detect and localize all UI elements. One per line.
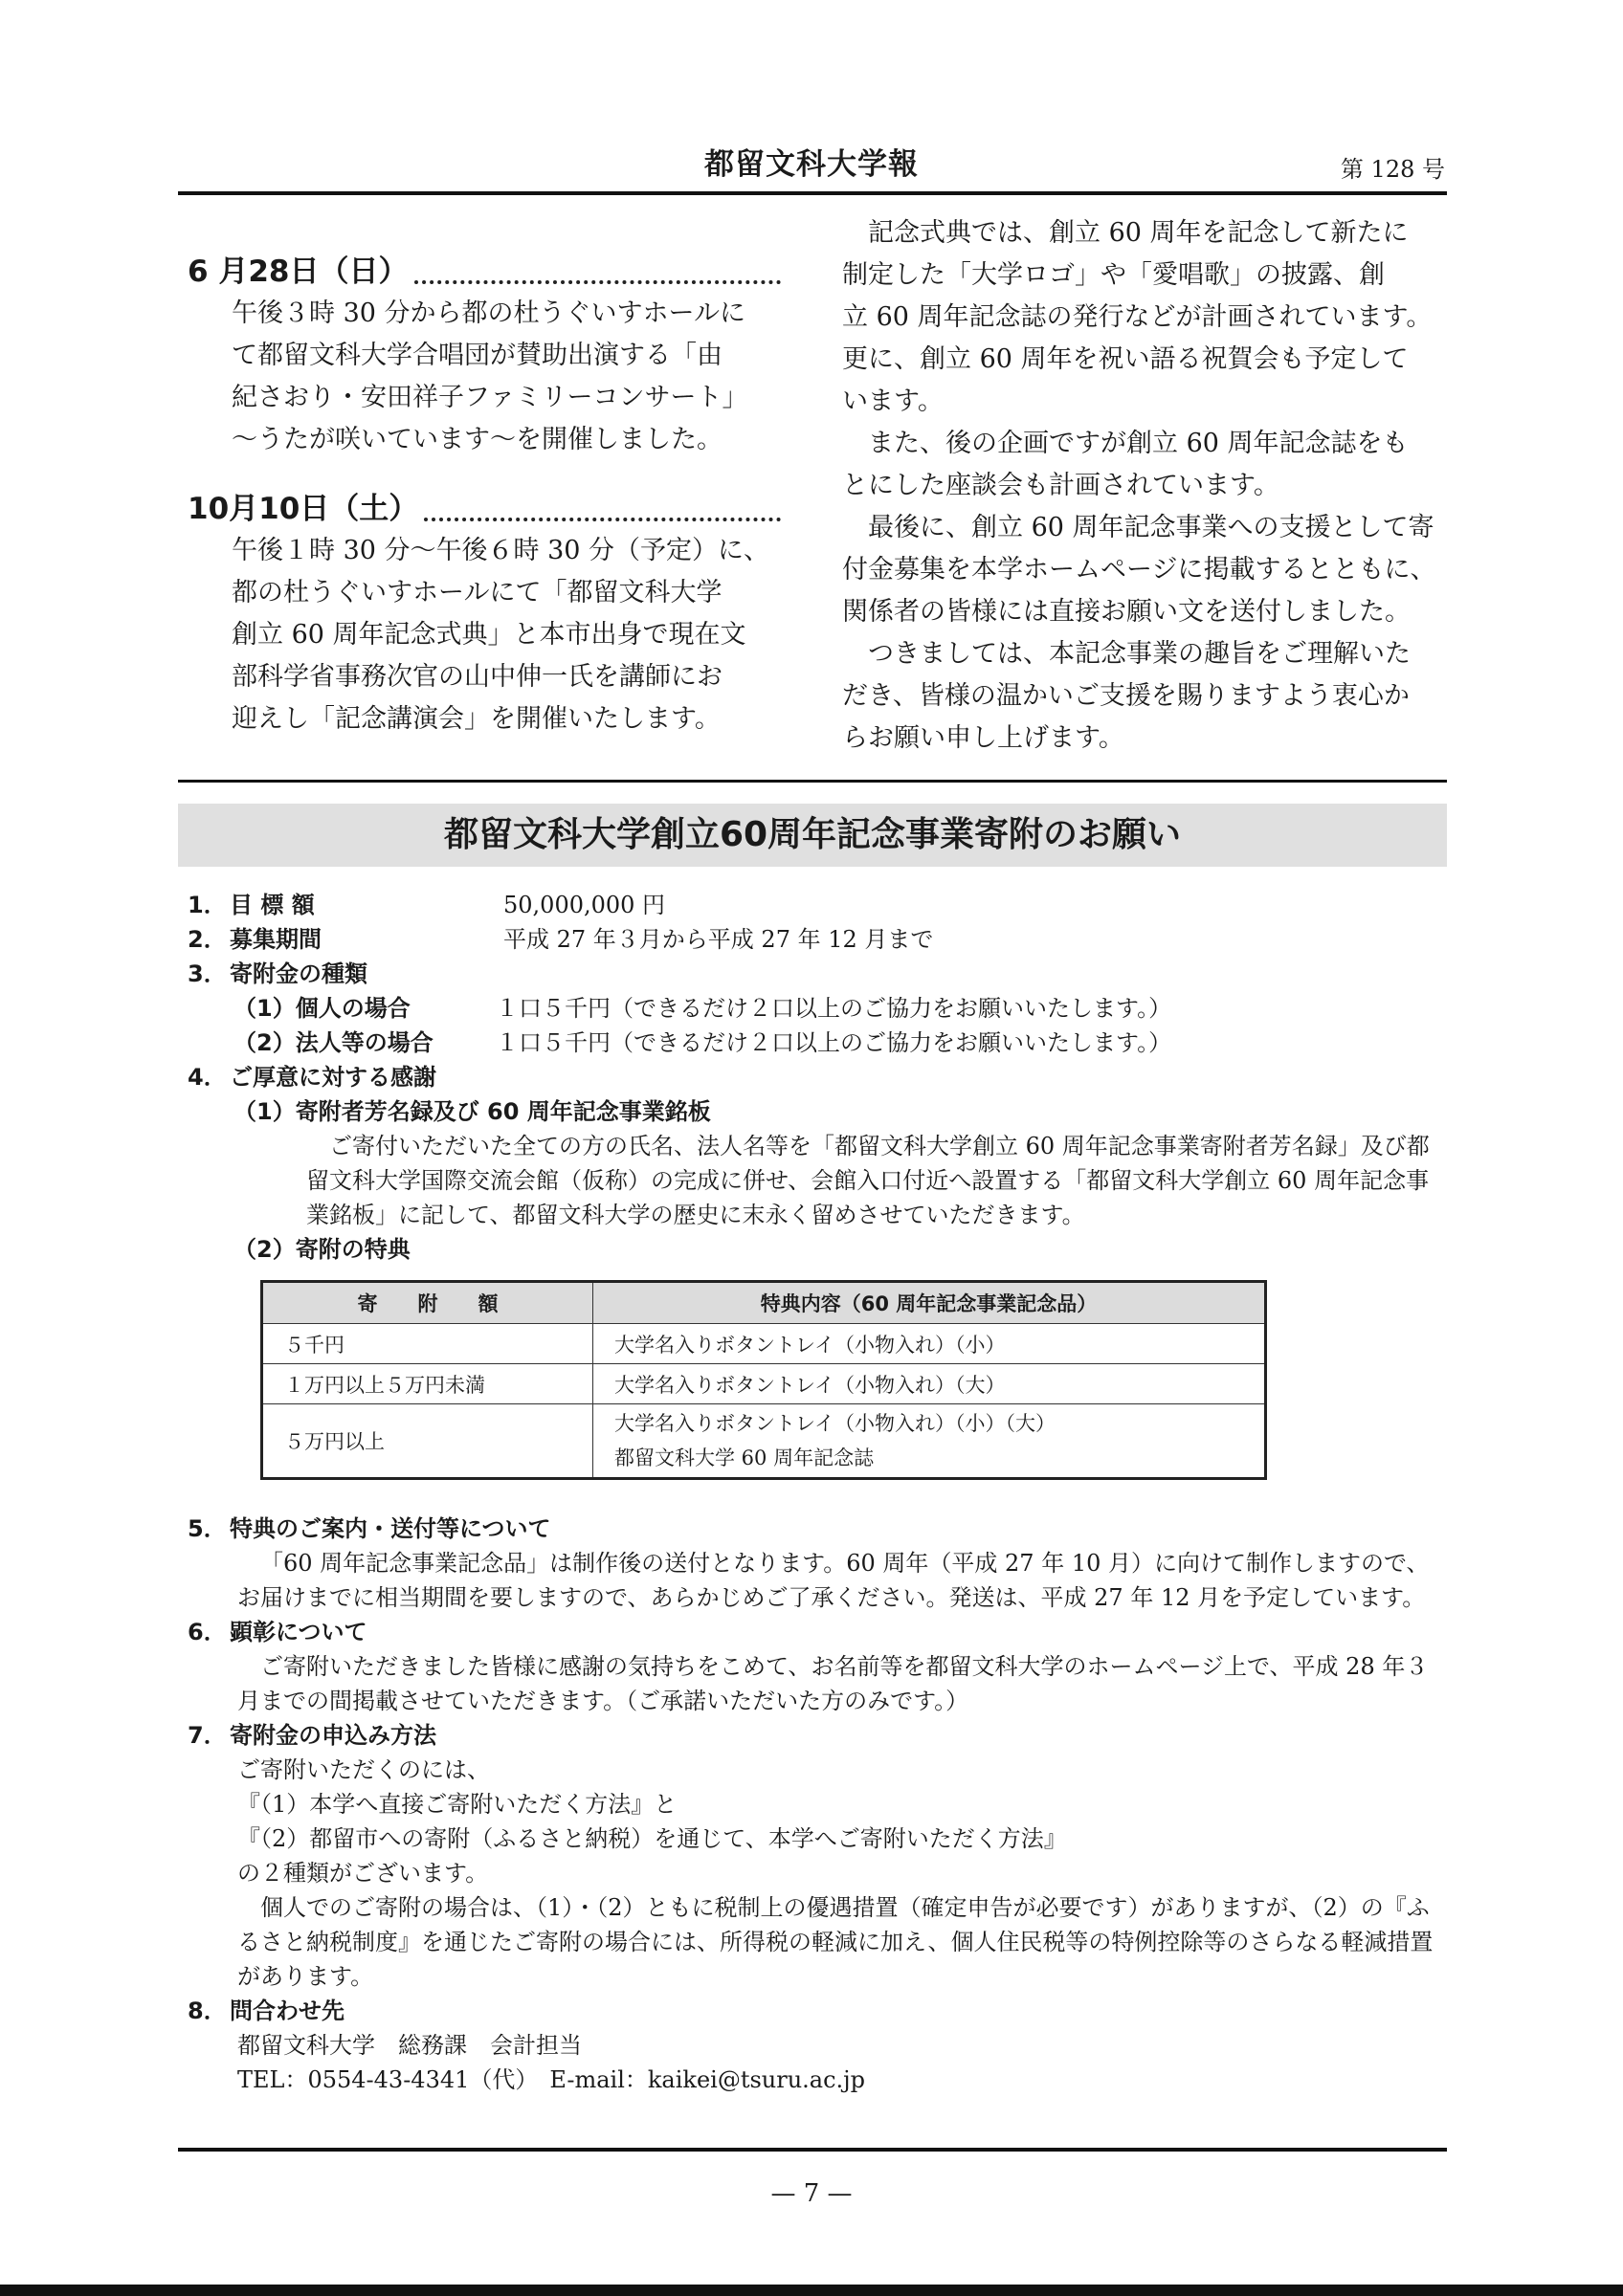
item-gratitude: 4． ご厚意に対する感謝 (188, 1064, 436, 1091)
item-period: 2． 募集期間 平成 27 年３月から平成 27 年 12 月まで (188, 926, 934, 953)
item-target-amount: 1． 目 標 額 50,000,000 円 (188, 892, 666, 918)
delivery-body: 「60 周年記念事業記念品」は制作後の送付となります。60 周年（平成 27 年 10 月）に向けて制作しますので、お届けまでに相当期間を要しますので、あらかじめご了承ください。発送は、平成 27 年 12 月を予定しています。 (237, 1550, 1430, 1611)
table-header-row: 寄 附 額 特典内容（60 周年記念事業記念品） (262, 1282, 1266, 1324)
event2-heading (188, 488, 781, 530)
item-delivery: 5． 特典のご案内・送付等について (188, 1515, 551, 1542)
item-recognition: 6． 顕彰について (188, 1619, 367, 1645)
event2-body: 午後１時 30 分～午後６時 30 分（予定）に、 都の杜うぐいすホールにて「都留文科大学 創立 60 周年記念式典」と本市出身で現在文 部科学省事務次官の山中伸一氏を講師にお 迎えし「記念講演会」を開催いたします。 (232, 536, 770, 734)
footer-rule (178, 2148, 1447, 2152)
right-column: 記念式典では、創立 60 周年を記念して新たに 制定した「大学ロゴ」や「愛唱歌」の披露、創 立 60 周年記念誌の発行などが計画されています。 更に、創立 60 周年を祝い語る祝賀会も予定して います。 また、後の企画ですが創立 60 周年記念誌をも とにした座談会も計画されています。 最後に、創立 60 周年記念事業への支援として寄 付金募集を本学ホームページに掲載するとともに、 関係者の皆様には直接お願い文を送付しました。 つきましては、本記念事業の趣旨をご理解いた だき、皆様の温かいご支援を賜りますよう衷心か らお願い申し上げます。 (842, 218, 1436, 753)
item-application: 7． 寄附金の申込み方法 (188, 1722, 436, 1749)
type-individual: （1）個人の場合 １口５千円（できるだけ２口以上のご協力をお願いいたします。） (233, 995, 1172, 1022)
table-row: ５万円以上 大学名入りボタントレイ（小物入れ）（小）（大） 都留文科大学 60 周年記念誌 (262, 1404, 1266, 1479)
table-row: １万円以上５万円未満 大学名入りボタントレイ（小物入れ）（大） (262, 1364, 1266, 1404)
contact-department: 都留文科大学 総務課 会計担当 (237, 2032, 582, 2059)
event1-heading (188, 251, 781, 293)
item-contact: 8． 問合わせ先 (188, 1998, 345, 2024)
header-rule (178, 191, 1447, 195)
left-column (188, 251, 781, 740)
contact-info[interactable]: TEL：0554-43-4341（代） E-mail：kaikei@tsuru.ac.jp (237, 2066, 865, 2093)
event1-date: 6 月28日（日） (188, 254, 409, 289)
item-types: 3． 寄附金の種類 (188, 960, 367, 987)
section-divider (178, 780, 1447, 783)
gratitude-registry-body: ご寄付いただいた全ての方の氏名、法人名等を「都留文科大学創立 60 周年記念事業寄附者芳名録」及び都留文科大学国際交流会館（仮称）の完成に併せ、会館入口付近へ設置する「都留文科大学創立 60 周年記念事業銘板」に記して、都留文科大学の歴史に末永く留めさせていただきます。 (306, 1133, 1430, 1228)
benefits-table (260, 1280, 1267, 1480)
donation-list (188, 888, 1447, 1267)
donation-list-continued: 5． 特典のご案内・送付等について 「60 周年記念事業記念品」は制作後の送付となります。60 周年（平成 27 年 10 月）に向けて制作しますので、お届けまでに相当期間を要しますので、あらかじめご了承ください。発送は、平成 27 年 12 月を予定しています。 6． 顕彰について ご寄附いただきました皆様に感謝の気持ちをこめて、お名前等を都留文科大学のホームページ上で、平成 28 年３月までの間掲載させていただきます。（ご承諾いただいた方のみです。） 7． 寄附金の申込み方法 ご寄附いただくのには、 『（1）本学へ直接ご寄附いただく方法』と 『（2）都留市への寄附（ふるさと納税）を通じて、本学へご寄附いただく方法』 の２種類がございます。 個人でのご寄附の場合は、（1）・（2）ともに税制上の優遇措置（確定申告が必要です）がありますが、（2）の『ふるさと納税制度』を通じたご寄附の場合には、所得税の軽減に加え、個人住民税等の特例控除等のさらなる軽減措置があります。 8． 問合わせ先 都留文科大学 総務課 会計担当 TEL：0554-43-4341（代） E-mail：kaikei@tsuru.ac.jp (188, 1512, 1447, 2097)
issue-number: 第 128 号 (1340, 156, 1445, 183)
page-number: — 7 — (770, 2179, 853, 2208)
type-corporate: （2）法人等の場合 １口５千円（できるだけ２口以上のご協力をお願いいたします。） (233, 1029, 1172, 1056)
tax-note: 個人でのご寄附の場合は、（1）・（2）ともに税制上の優遇措置（確定申告が必要です）がありますが、（2）の『ふるさと納税制度』を通じたご寄附の場合には、所得税の軽減に加え、個人住民税等の特例控除等のさらなる軽減措置があります。 (237, 1894, 1434, 1990)
gratitude-registry-heading: （1）寄附者芳名録及び 60 周年記念事業銘板 (233, 1098, 711, 1125)
event1-body: 午後３時 30 分から都の杜うぐいすホールに て都留文科大学合唱団が賛助出演する「由 紀さおり・安田祥子ファミリーコンサート」 ～うたが咲いています～を開催しました。 (232, 298, 748, 454)
newsletter-title: 都留文科大学報 (704, 147, 919, 182)
donation-banner: 都留文科大学創立60周年記念事業寄附のお願い (178, 804, 1447, 867)
benefits-heading: （2）寄附の特典 (233, 1236, 411, 1263)
event2-date: 10月10日（土） (188, 492, 419, 526)
recognition-body: ご寄附いただきました皆様に感謝の気持ちをこめて、お名前等を都留文科大学のホームページ上で、平成 28 年３月までの間掲載させていただきます。（ご承諾いただいた方のみです。） (237, 1653, 1429, 1714)
table-row: ５千円 大学名入りボタントレイ（小物入れ）（小） (262, 1324, 1266, 1364)
bottom-edge (0, 2285, 1623, 2296)
